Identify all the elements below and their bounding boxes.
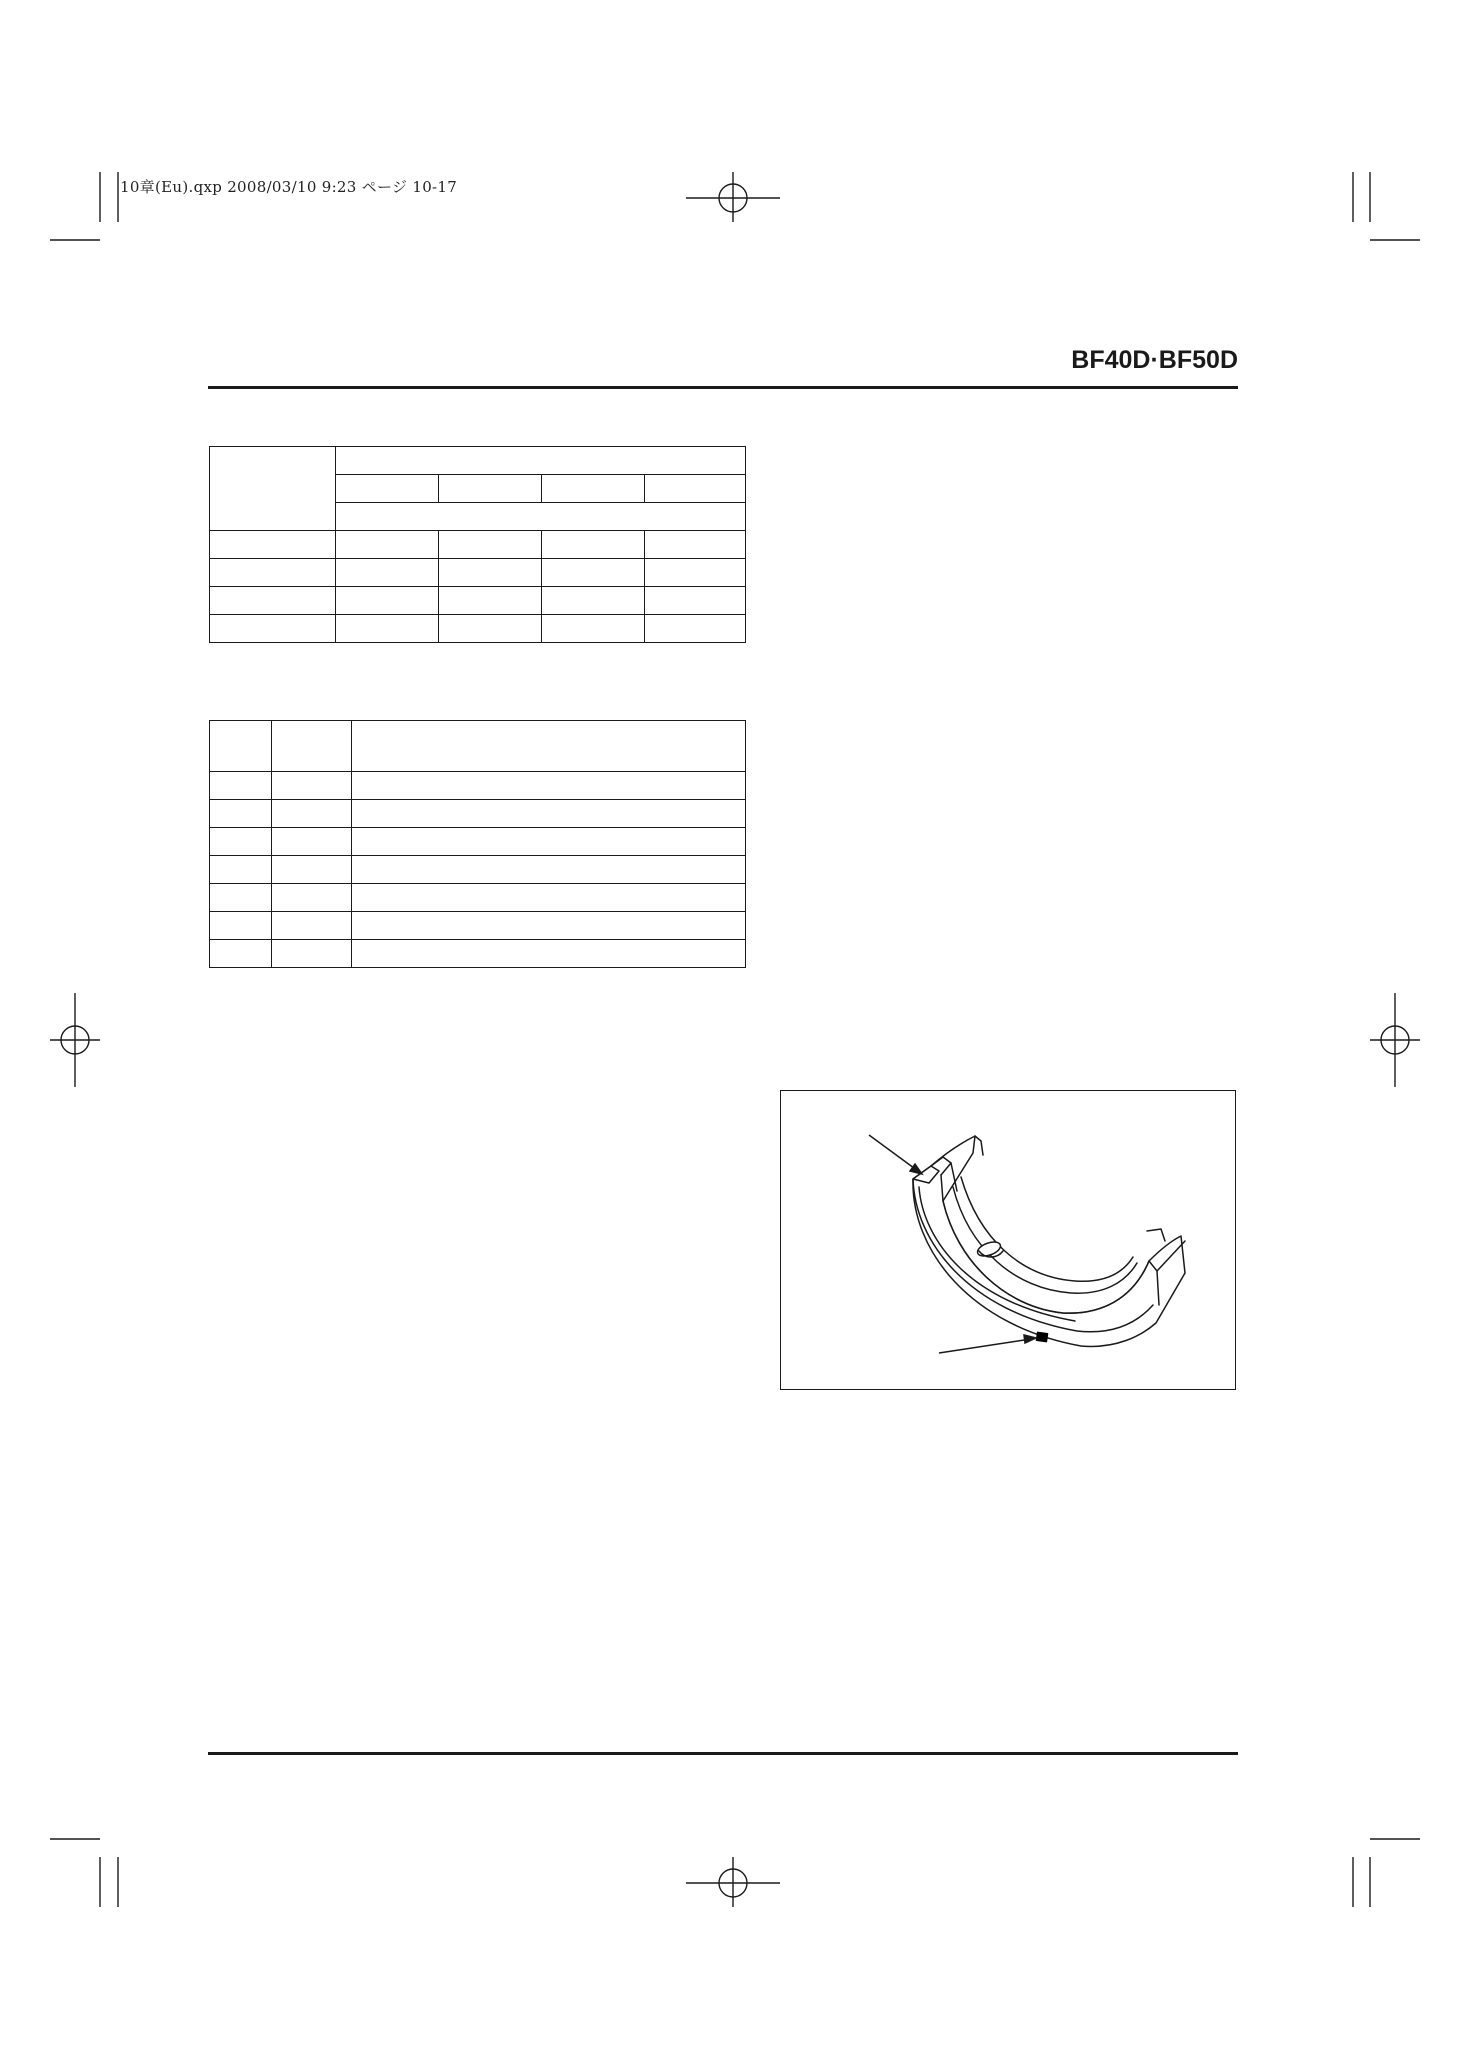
table-cell [352, 800, 746, 828]
model-title: BF40D·BF50D [1071, 346, 1238, 374]
arrowhead-icon [1024, 1335, 1036, 1343]
table-row [210, 828, 746, 856]
table-1-column-header [542, 475, 645, 503]
table-1-column-header [439, 475, 542, 503]
figure-frame [780, 1090, 1236, 1390]
table-cell [210, 772, 272, 800]
table-cell [542, 587, 645, 615]
table-2-column-header [210, 721, 272, 772]
table-1-column-header [645, 475, 746, 503]
table-row [210, 772, 746, 800]
registration-mark-right [1370, 993, 1420, 1087]
table-cell [272, 828, 352, 856]
table-row [210, 940, 746, 968]
table-cell [352, 772, 746, 800]
table-cell [352, 912, 746, 940]
table-2-column-header [272, 721, 352, 772]
table-cell [645, 559, 746, 587]
table-cell [272, 940, 352, 968]
table-cell [352, 828, 746, 856]
table-cell [439, 615, 542, 643]
table-cell [210, 912, 272, 940]
table-cell [336, 559, 439, 587]
callout-leader-bottom [939, 1339, 1031, 1353]
table-1-row-label [210, 615, 336, 643]
table-1-unit-row [336, 503, 746, 531]
table-row [210, 800, 746, 828]
table-row [210, 856, 746, 884]
table-cell [352, 884, 746, 912]
table-cell [210, 940, 272, 968]
table-2-header-row [210, 721, 746, 772]
table-cell [210, 884, 272, 912]
table-cell [210, 800, 272, 828]
header-rule [208, 386, 1238, 389]
registration-mark-top [686, 172, 780, 222]
table-row [210, 615, 746, 643]
registration-mark-left [50, 993, 100, 1087]
table-row [210, 912, 746, 940]
table-cell [352, 856, 746, 884]
table-1 [209, 446, 746, 643]
table-cell [645, 615, 746, 643]
bearing-shell-illustration [781, 1091, 1237, 1391]
table-cell [645, 531, 746, 559]
table-cell [336, 587, 439, 615]
table-cell [210, 828, 272, 856]
print-slug: 10章(Eu).qxp 2008/03/10 9:23 ページ 10-17 [120, 178, 458, 196]
table-row [210, 884, 746, 912]
table-1-column-header [336, 475, 439, 503]
table-2 [209, 720, 746, 968]
table-cell [210, 856, 272, 884]
table-cell [336, 615, 439, 643]
table-cell [439, 559, 542, 587]
table-cell [439, 531, 542, 559]
table-1-corner-cell [210, 447, 336, 531]
callout-leader-top [869, 1135, 918, 1171]
table-cell [272, 856, 352, 884]
table-cell [542, 615, 645, 643]
table-cell [272, 912, 352, 940]
color-code-mark [1036, 1332, 1047, 1341]
table-2-column-header [352, 721, 746, 772]
table-row [210, 587, 746, 615]
table-cell [272, 772, 352, 800]
table-cell [272, 800, 352, 828]
table-1-row-label [210, 587, 336, 615]
table-cell [336, 531, 439, 559]
table-1-group-header [336, 447, 746, 475]
table-cell [352, 940, 746, 968]
table-row [210, 559, 746, 587]
footer-rule [208, 1752, 1238, 1755]
table-1-row-label [210, 559, 336, 587]
table-cell [542, 531, 645, 559]
table-cell [542, 559, 645, 587]
table-cell [272, 884, 352, 912]
table-1-row-label [210, 531, 336, 559]
registration-mark-bottom [686, 1857, 780, 1907]
table-cell [645, 587, 746, 615]
table-row [210, 531, 746, 559]
arrowhead-icon [910, 1164, 922, 1174]
table-cell [439, 587, 542, 615]
